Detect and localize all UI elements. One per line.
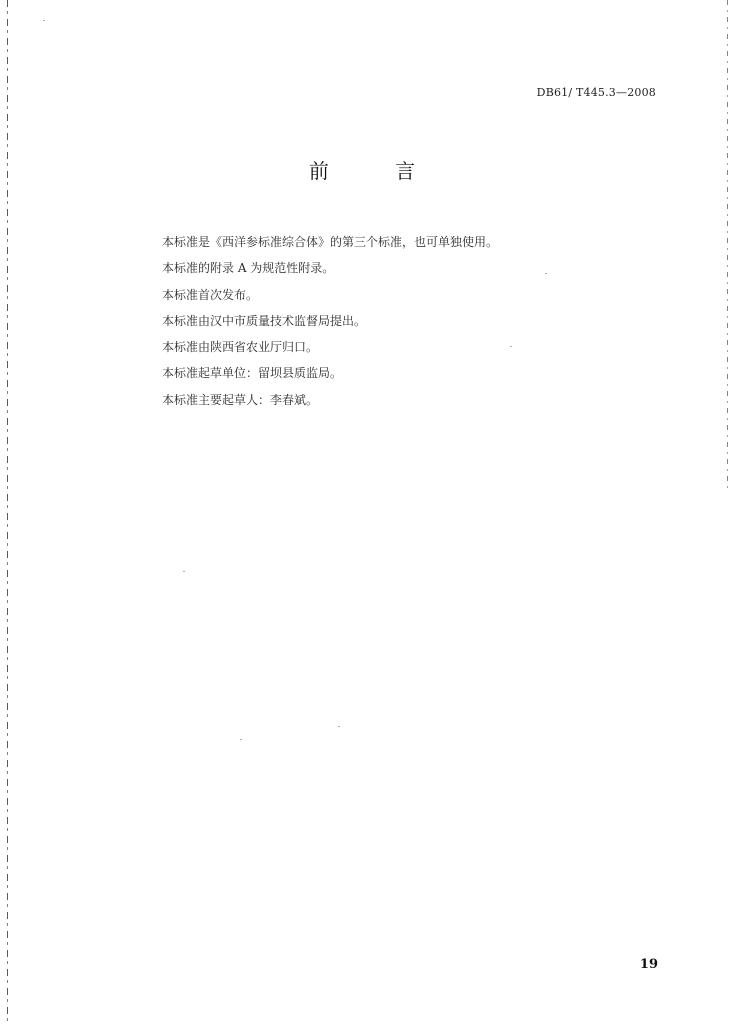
page-number: 19 bbox=[639, 957, 658, 972]
page-title: 前 言 bbox=[308, 159, 446, 183]
foreword-line: 本标准首次发布。 bbox=[162, 287, 259, 302]
foreword-line: 本标准由陕西省农业厅归口。 bbox=[162, 340, 319, 355]
foreword-line: 本标准由汉中市质量技术监督局提出。 bbox=[162, 313, 367, 328]
scan-speck bbox=[183, 571, 185, 572]
scan-edge-left bbox=[7, 0, 8, 1024]
foreword-line: 本标准的附录 A 为规范性附录。 bbox=[162, 261, 335, 276]
scan-speck bbox=[338, 726, 340, 727]
scan-speck bbox=[240, 739, 242, 740]
scan-speck bbox=[43, 20, 45, 21]
foreword-line: 本标准是《西洋参标准综合体》的第三个标准，也可单独使用。 bbox=[162, 235, 499, 249]
foreword-line: 本标准主要起草人：李春斌。 bbox=[162, 392, 319, 407]
scan-speck bbox=[510, 346, 512, 347]
scan-edge-right bbox=[727, 0, 728, 490]
foreword-line: 本标准起草单位：留坝县质监局。 bbox=[162, 366, 343, 381]
scan-speck bbox=[545, 273, 547, 274]
foreword-body bbox=[162, 229, 642, 413]
document-code: DB61/ T445.3—2008 bbox=[536, 86, 656, 99]
